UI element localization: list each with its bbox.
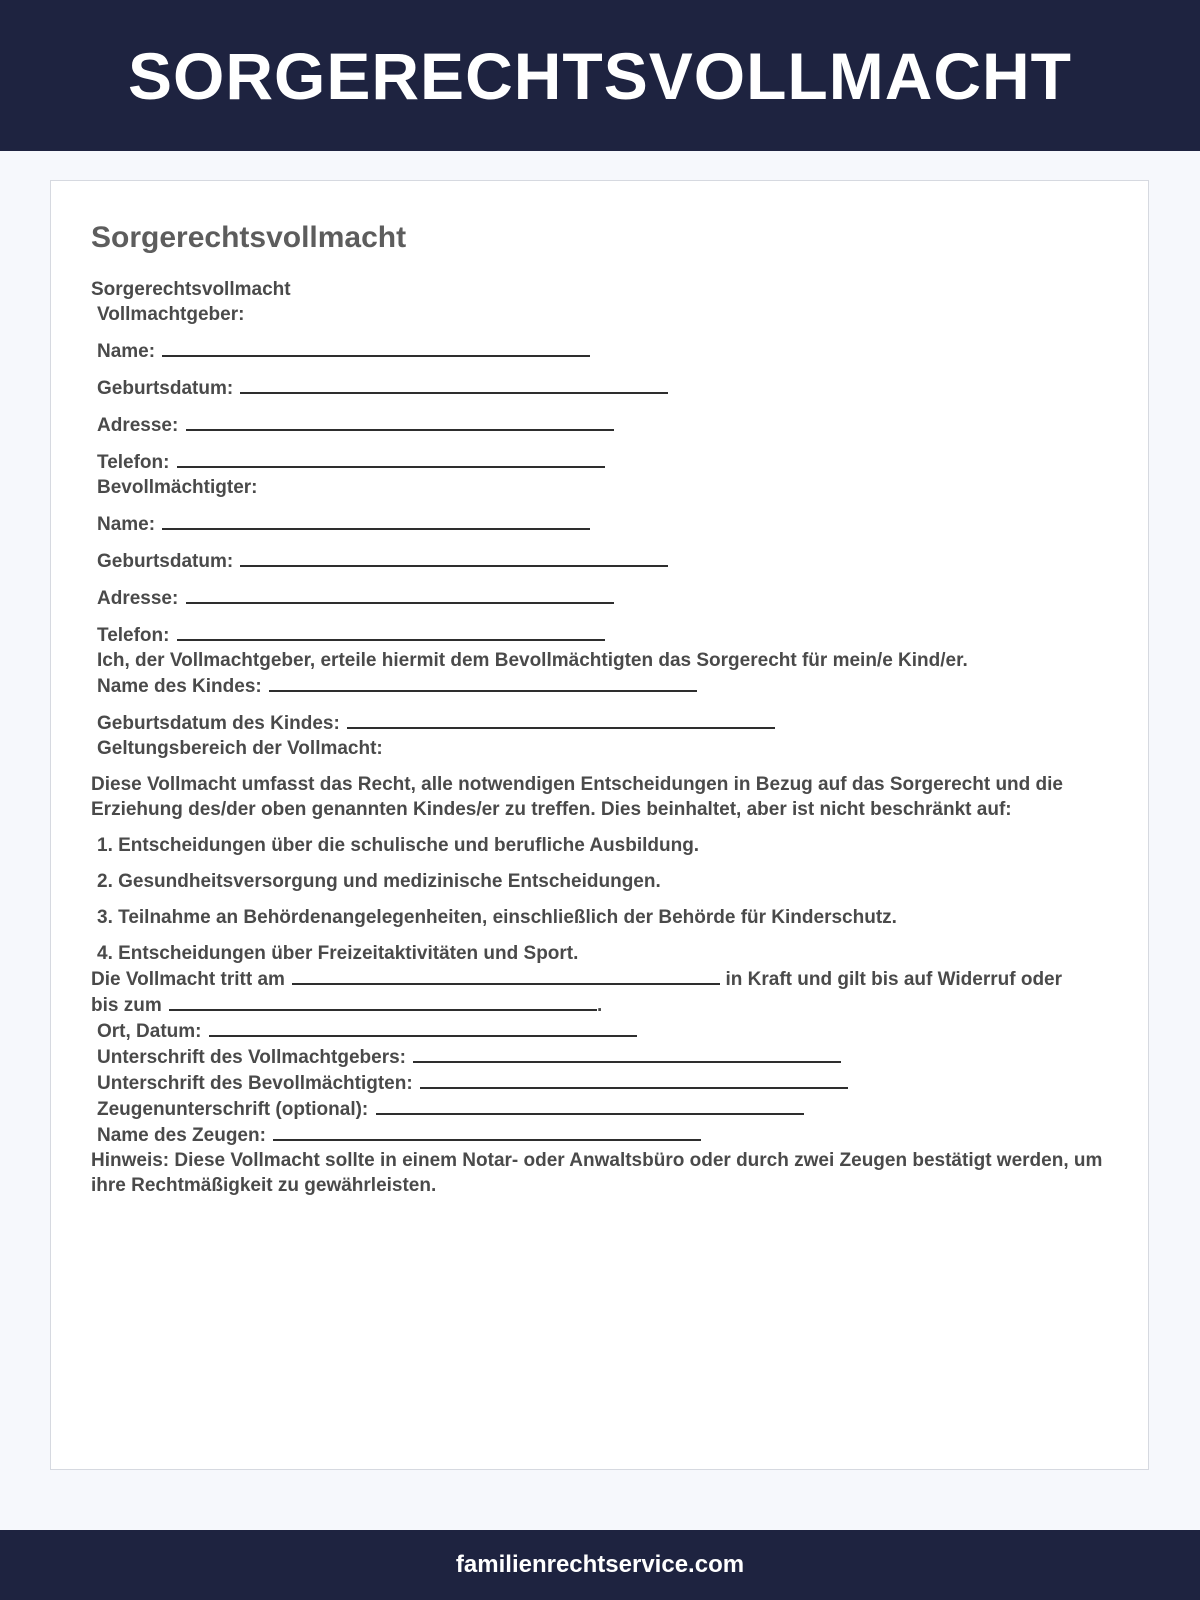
validity-until: bis zum	[91, 995, 162, 1016]
sig-grantor-field[interactable]	[413, 1044, 841, 1063]
grantor-address-row	[91, 412, 1111, 438]
attorney-name-row	[91, 511, 1111, 537]
grantor-name-field[interactable]	[162, 338, 590, 357]
grantor-address-label: Adresse:	[97, 415, 179, 436]
attorney-address-label: Adresse:	[97, 588, 179, 609]
scope-heading: Geltungsbereich der Vollmacht:	[97, 738, 383, 759]
attorney-address-field[interactable]	[186, 585, 614, 604]
scope-item: 2. Gesundheitsversorgung und medizinische Entscheidungen.	[97, 871, 661, 892]
header-title: SORGERECHTSVOLLMACHT	[128, 38, 1072, 113]
page-header	[0, 0, 1200, 151]
attorney-birthdate-label: Geburtsdatum:	[97, 551, 234, 572]
grantor-phone-label: Telefon:	[97, 452, 170, 473]
validity-end: .	[597, 995, 603, 1016]
child-birthdate-field[interactable]	[347, 710, 775, 729]
attorney-name-field[interactable]	[162, 511, 590, 530]
attorney-phone-field[interactable]	[177, 622, 605, 641]
scope-item: 4. Entscheidungen über Freizeitaktivitäten und Sport.	[97, 943, 579, 964]
attorney-phone-row	[91, 622, 1111, 648]
place-date-label: Ort, Datum:	[97, 1021, 202, 1042]
attorney-heading: Bevollmächtigter:	[97, 477, 258, 498]
sig-attorney-row	[91, 1070, 1111, 1096]
witness-name-row	[91, 1122, 1111, 1148]
child-name-label: Name des Kindes:	[97, 676, 262, 697]
grantor-birthdate-label: Geburtsdatum:	[97, 378, 234, 399]
validity-row	[91, 966, 1111, 992]
sig-attorney-label: Unterschrift des Bevollmächtigten:	[97, 1073, 413, 1094]
document-content	[91, 221, 1111, 1198]
child-name-field[interactable]	[269, 673, 697, 692]
child-birthdate-row	[91, 710, 1111, 736]
grantor-birthdate-row	[91, 375, 1111, 401]
scope-item: 1. Entscheidungen über die schulische und berufliche Ausbildung.	[97, 835, 700, 856]
grantor-name-row	[91, 338, 1111, 364]
footer-site: familienrechtservice.com	[455, 1551, 745, 1578]
document-card	[50, 180, 1149, 1470]
page-footer	[0, 1530, 1200, 1600]
attorney-phone-label: Telefon:	[97, 625, 170, 646]
validity-prefix: Die Vollmacht tritt am	[91, 969, 285, 990]
sig-grantor-label: Unterschrift des Vollmachtgebers:	[97, 1047, 407, 1068]
sig-grantor-row	[91, 1044, 1111, 1070]
validity-until-row	[91, 992, 1111, 1018]
validity-end-field[interactable]	[169, 992, 597, 1011]
grantor-phone-field[interactable]	[177, 449, 605, 468]
grantor-address-field[interactable]	[186, 412, 614, 431]
grantor-heading: Vollmachtgeber:	[97, 304, 245, 325]
attorney-address-row	[91, 585, 1111, 611]
child-birthdate-label: Geburtsdatum des Kindes:	[97, 713, 340, 734]
place-date-field[interactable]	[209, 1018, 637, 1037]
attorney-birthdate-field[interactable]	[240, 548, 668, 567]
place-date-row	[91, 1018, 1111, 1044]
grantor-birthdate-field[interactable]	[240, 375, 668, 394]
sig-witness-label: Zeugenunterschrift (optional):	[97, 1099, 369, 1120]
sig-attorney-field[interactable]	[420, 1070, 848, 1089]
grantor-phone-row	[91, 449, 1111, 475]
validity-middle: in Kraft und gilt bis auf Widerruf oder	[725, 969, 1063, 990]
witness-name-label: Name des Zeugen:	[97, 1125, 266, 1146]
grant-statement: Ich, der Vollmachtgeber, erteile hiermit dem Bevollmächtigten das Sorgerecht für mein/e Kind/er.	[97, 650, 968, 671]
attorney-name-label: Name:	[97, 514, 156, 535]
document-subtitle: Sorgerechtsvollmacht	[91, 279, 291, 300]
child-name-row	[91, 673, 1111, 699]
document-title: Sorgerechtsvollmacht	[91, 221, 407, 254]
scope-item: 3. Teilnahme an Behördenangelegenheiten, einschließlich der Behörde für Kinderschutz.	[97, 907, 897, 928]
sig-witness-row	[91, 1096, 1111, 1122]
scope-text: Diese Vollmacht umfasst das Recht, alle notwendigen Entscheidungen in Bezug auf das Sorgerecht und die Erziehung des/der oben genannten Kindes/er zu treffen. Dies beinhaltet, aber ist nicht beschränkt auf:	[91, 774, 1063, 820]
witness-name-field[interactable]	[273, 1122, 701, 1141]
attorney-birthdate-row	[91, 548, 1111, 574]
legal-note: Hinweis: Diese Vollmacht sollte in einem Notar- oder Anwaltsbüro oder durch zwei Zeugen bestätigt werden, um ihre Rechtmäßigkeit zu gewährleisten.	[91, 1150, 1103, 1196]
validity-start-field[interactable]	[292, 966, 720, 985]
sig-witness-field[interactable]	[376, 1096, 804, 1115]
grantor-name-label: Name:	[97, 341, 156, 362]
